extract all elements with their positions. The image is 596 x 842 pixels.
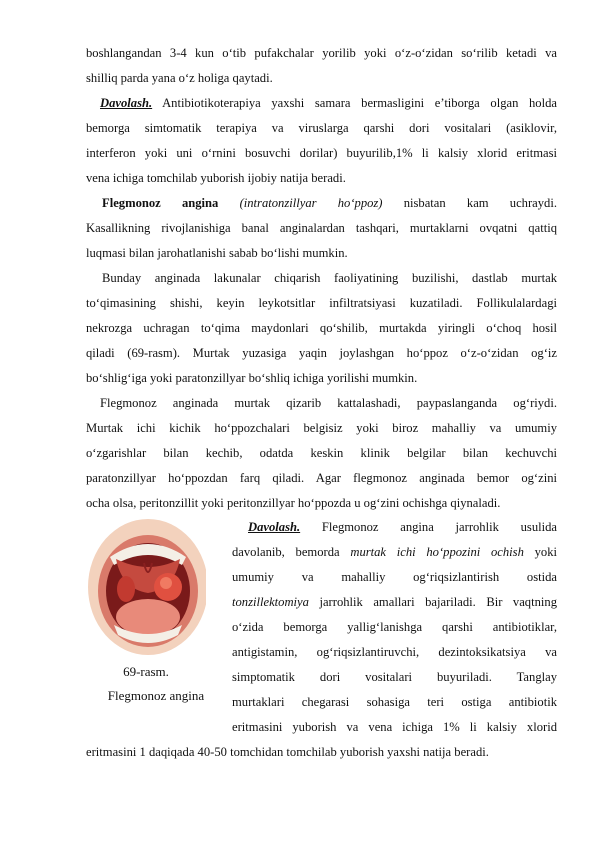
text-line: [86, 245, 557, 261]
text-line: [86, 744, 557, 760]
body-text: luqmasi bilan jarohatlanishi sabab bo‘lishi mumkin.: [86, 246, 348, 260]
body-text: shilliq parda yana o‘z holiga qaytadi.: [86, 71, 273, 85]
text-line: [232, 719, 557, 735]
body-text: ocha olsa, peritonzillit yoki peritonzillyar ho‘ppozda u og‘zini ochishga qiynaladi.: [86, 496, 501, 510]
figure-caption-title: Flegmonoz angina: [107, 688, 205, 703]
body-text: simptomatik dori vositalari buyuriladi. Tanglay: [232, 670, 557, 684]
figure-69: [86, 519, 206, 659]
text-line: [86, 370, 557, 386]
text-line: [86, 220, 557, 236]
emphasis-text: Davolash.: [248, 520, 301, 534]
text-line: [86, 170, 557, 186]
text-line: [86, 295, 557, 311]
body-text: [218, 196, 239, 210]
text-line: [232, 594, 557, 610]
text-line: [100, 395, 557, 411]
text-line: [102, 195, 557, 211]
body-text: Flegmonoz anginada murtak qizarib kattalashadi, paypaslanganda og‘riydi.: [100, 396, 557, 410]
body-text: nisbatan kam uchraydi.: [382, 196, 557, 210]
body-text: o‘zida bemorga yallig‘lanishga qarshi antibiotiklar,: [232, 620, 557, 634]
figure-caption-number: 69-rasm.: [123, 664, 169, 679]
text-line: [86, 45, 557, 61]
emphasis-text: tonzillektomiya: [232, 595, 309, 609]
body-text: antigistamin, og‘riqsizlantiruvchi, dezintoksikatsiya va: [232, 645, 557, 659]
text-line: [232, 644, 557, 660]
text-line: [232, 569, 557, 585]
text-line: [102, 270, 557, 286]
text-line: [86, 345, 557, 361]
body-text: Murtak ichi kichik ho‘ppozchalari belgisiz yoki biroz mahalliy va umumiy: [86, 421, 557, 435]
body-text: to‘qimasining shishi, keyin leykotsitlar infiltratsiyasi kuzatiladi. Follikulalardagi: [86, 296, 557, 310]
body-text: boshlangandan 3-4 kun o‘tib pufakchalar yorilib yoki o‘z-o‘zidan so‘rilib ketadi va: [86, 46, 557, 60]
text-line: [232, 694, 557, 710]
text-line: [86, 70, 557, 86]
text-line: [86, 145, 557, 161]
body-text: jarrohlik amallari bajariladi. Bir vaqtning: [308, 595, 557, 609]
emphasis-text: Davolash.: [100, 96, 153, 110]
text-line: [86, 320, 557, 336]
body-text: bo‘shlig‘iga yoki paratonzillyar bo‘shliq ichiga yorilishi mumkin.: [86, 371, 418, 385]
body-text: umumiy va mahalliy og‘riqsizlantirish ostida: [232, 570, 557, 584]
emphasis-text: murtak ichi ho‘ppozini ochish: [350, 545, 524, 559]
text-line: [86, 420, 557, 436]
body-text: yoki: [523, 545, 557, 559]
illustration-open-mouth-tonsil: [86, 519, 206, 659]
text-line: [248, 519, 557, 535]
text-line: [86, 120, 557, 136]
body-text: Antibiotikoterapiya yaxshi samara bermasligini e’tiborga olgan holda: [152, 96, 557, 110]
body-text: bemorga simtomatik terapiya va viruslarga qarshi dori vositalari (asiklovir,: [86, 121, 557, 135]
body-text: eritmasini yuborish va vena ichiga 1% li kalsiy xlorid: [232, 720, 557, 734]
body-text: Bunday anginada lakunalar chiqarish faoliyatining buzilishi, dastlab murtak: [102, 271, 557, 285]
text-line: [86, 495, 557, 511]
body-text: murtaklari chegarasi sohasiga teri ostiga antibiotik: [232, 695, 557, 709]
text-line: [86, 445, 557, 461]
text-line: [232, 544, 557, 560]
body-text: nekrozga uchragan to‘qima maydonlari qo‘shilib, murtakda yiringli o‘choq hosil: [86, 321, 557, 335]
emphasis-text: Flegmonoz angina: [102, 196, 219, 210]
emphasis-text: (intratonzillyar ho‘ppoz): [239, 196, 383, 210]
body-text: paratonzillyar ho‘ppozdan farq qiladi. Agar flegmonoz anginada bemor og‘zini: [86, 471, 557, 485]
text-line: [100, 95, 557, 111]
text-line: [86, 470, 557, 486]
body-text: eritmasini 1 daqiqada 40-50 tomchidan tomchilab yuborish yaxshi natija beradi.: [86, 745, 489, 759]
body-text: davolanib, bemorda: [232, 545, 351, 559]
body-text: interferon yoki uni o‘rnini bosuvchi dorilar) buyurilib,1% li kalsiy xlorid eritmasi: [86, 146, 557, 160]
text-line: [232, 669, 557, 685]
body-text: qiladi (69-rasm). Murtak yuzasiga yaqin joylashgan ho‘ppoz o‘z-o‘zidan og‘iz: [86, 346, 557, 360]
body-text: vena ichiga tomchilab yuborish ijobiy natija beradi.: [86, 171, 346, 185]
body-text: Flegmonoz angina jarrohlik usulida: [300, 520, 557, 534]
text-line: [232, 619, 557, 635]
body-text: o‘zgarishlar bilan kechib, odatda keskin klinik belgilar bilan kechuvchi: [86, 446, 557, 460]
body-text: Kasallikning rivojlanishiga banal anginalardan tashqari, murtaklarni ovqatni qattiq: [86, 221, 557, 235]
